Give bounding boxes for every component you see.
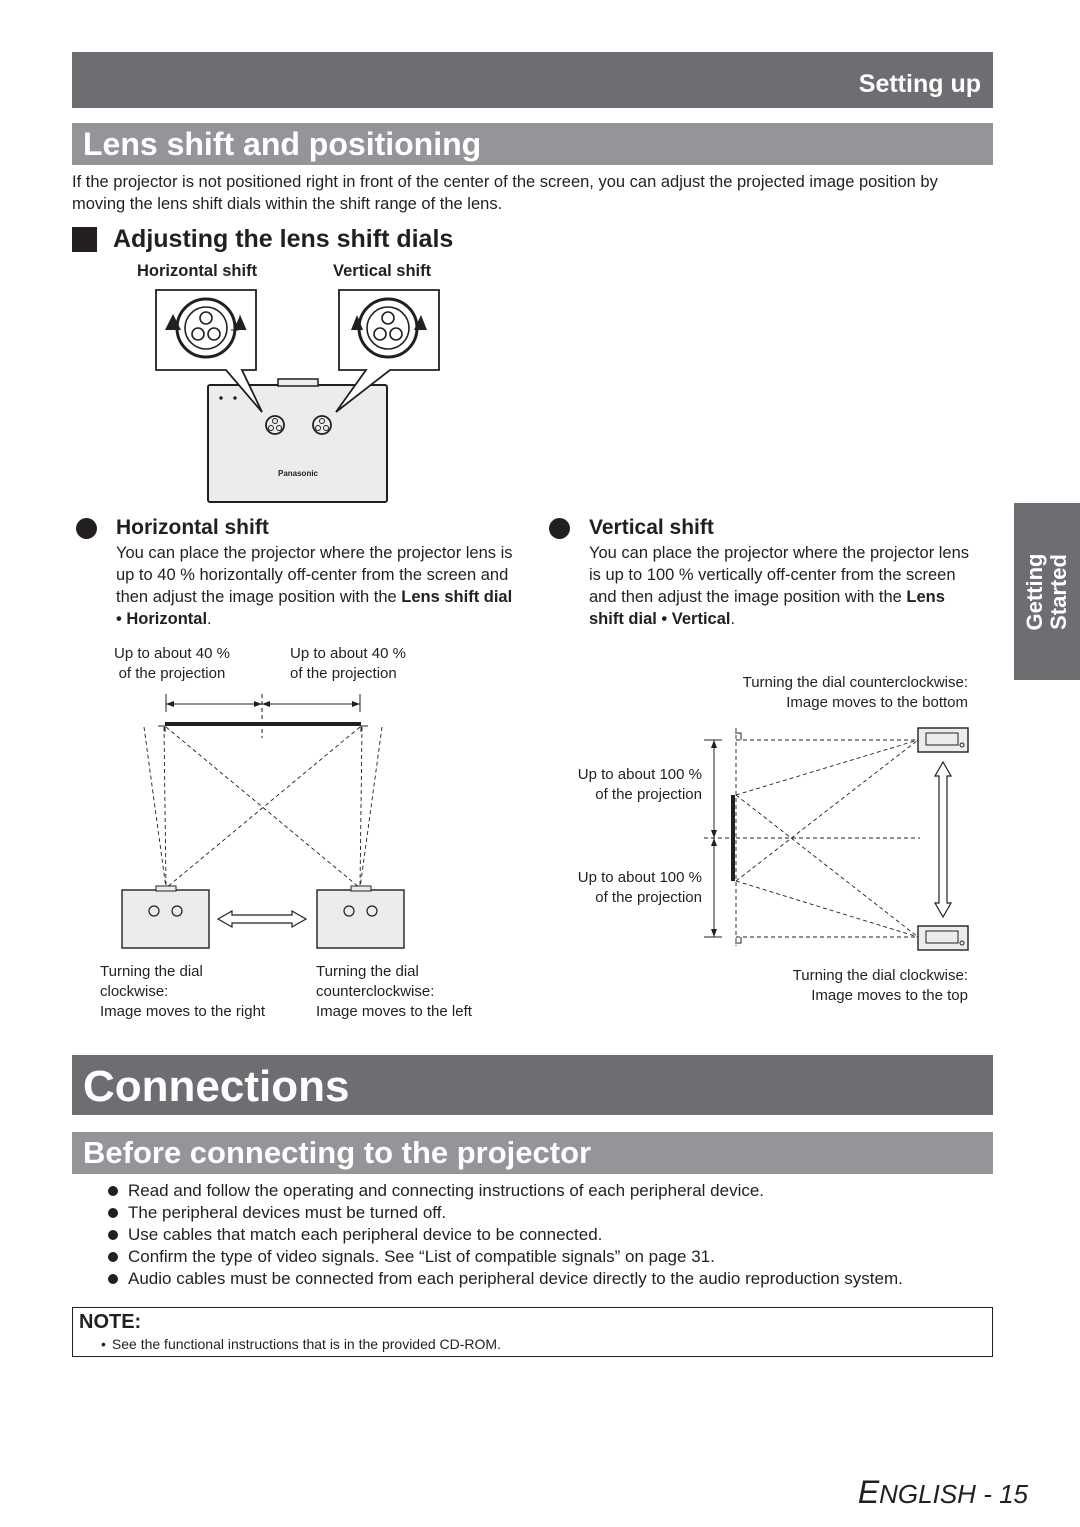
- brand-logo: Panasonic: [277, 469, 319, 478]
- h-caption-left: Turning the dial clockwise: Image moves to the right: [100, 963, 266, 1020]
- v-caption-cw: Turning the dial clockwise: Image moves to the top: [792, 967, 968, 1004]
- horizontal-text: You can place the projector where the projector lens is up to 40 % horizontally off-center from the screen and then adjust the image position with the Lens shift dial • Horizontal.: [116, 544, 513, 628]
- vertical-heading: Vertical shift: [589, 516, 714, 539]
- side-tab-getting-started[interactable]: [1014, 503, 1080, 680]
- dial-label-horizontal: Horizontal shift: [137, 262, 258, 280]
- h-caption-right: Turning the dial counterclockwise: Image moves to the left: [316, 963, 472, 1020]
- lens-subtitle: Adjusting the lens shift dials: [113, 225, 454, 253]
- v-range-top: Up to about 100 % of the projection: [577, 766, 702, 803]
- connection-bullets: [104, 1180, 1004, 1290]
- bullet-dot-icon: [549, 518, 570, 539]
- note-box: [72, 1307, 993, 1357]
- list-item: Use cables that match each peripheral device to be connected.: [104, 1224, 1004, 1246]
- horizontal-heading: Horizontal shift: [116, 516, 269, 539]
- bullet-dot-icon: [76, 518, 97, 539]
- before-connecting-band: [72, 1132, 993, 1174]
- horizontal-shift-diagram: [110, 690, 420, 955]
- h-range-left: Up to about 40 % of the projection: [114, 645, 230, 682]
- v-range-bottom: Up to about 100 % of the projection: [577, 869, 702, 906]
- page-footer: ENGLISH - 15: [857, 1474, 1028, 1510]
- projector-body: [208, 385, 387, 502]
- square-marker-icon: [72, 227, 97, 252]
- double-arrow-vertical: [935, 762, 951, 917]
- vertical-text: You can place the projector where the projector lens is up to 100 % vertically off-center from the screen and then adjust the image position with the Lens shift dial • Vertical.: [589, 544, 970, 628]
- side-tab-line1: Getting: [1022, 553, 1047, 630]
- lens-title: Lens shift and positioning: [83, 126, 482, 162]
- projector-dials-diagram: [140, 285, 460, 510]
- side-tab-line2: Started: [1046, 553, 1071, 630]
- vertical-shift-diagram: [700, 725, 980, 950]
- connections-band: [72, 1055, 993, 1115]
- h-range-right: Up to about 40 % of the projection: [290, 645, 406, 682]
- note-label: NOTE:: [79, 1311, 142, 1333]
- list-item: The peripheral devices must be turned off.: [104, 1202, 1004, 1224]
- screen-bar: [165, 722, 361, 726]
- v-caption-ccw: Turning the dial counterclockwise: Image moves to the bottom: [742, 674, 968, 711]
- before-connecting-title: Before connecting to the projector: [83, 1135, 592, 1170]
- screen-bar-vertical: [731, 795, 735, 881]
- list-item: Audio cables must be connected from each peripheral device directly to the audio reproduction system.: [104, 1268, 1004, 1290]
- list-item: Read and follow the operating and connecting instructions of each peripheral device.: [104, 1180, 1004, 1202]
- projector-right: [317, 890, 404, 948]
- header-band: [72, 52, 993, 108]
- lens-intro: If the projector is not positioned right in front of the center of the screen, you can adjust the projected image position by moving the lens shift dials within the shift range of the lens.: [72, 173, 938, 213]
- double-arrow-horizontal: [218, 911, 306, 927]
- dial-label-vertical: Vertical shift: [333, 262, 432, 280]
- list-item: Confirm the type of video signals. See “List of compatible signals” on page 31.: [104, 1246, 1004, 1268]
- note-item: • See the functional instructions that is in the provided CD-ROM.: [101, 1336, 501, 1352]
- section-title: Setting up: [858, 70, 981, 98]
- lens-title-band: [72, 123, 993, 165]
- projector-left: [122, 890, 209, 948]
- page-number: 15: [999, 1479, 1028, 1509]
- connections-title: Connections: [83, 1062, 350, 1111]
